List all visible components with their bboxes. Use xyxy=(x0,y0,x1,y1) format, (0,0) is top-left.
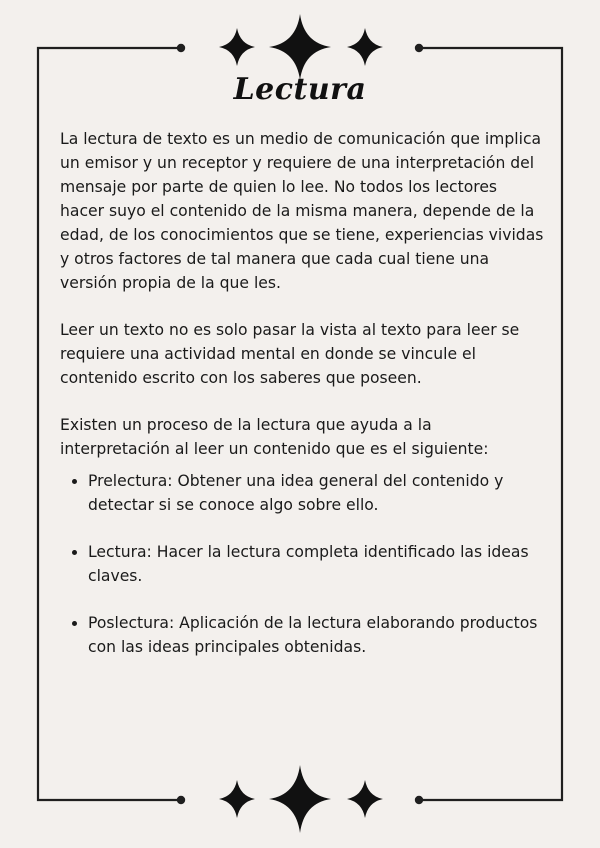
sparkle-star-icon xyxy=(269,765,331,833)
paragraph: Existen un proceso de la lectura que ayuda a la interpretación al leer un contenido que es el siguiente: xyxy=(60,416,489,458)
sparkle-star-icon xyxy=(347,780,383,818)
sparkle-star-icon xyxy=(219,28,255,66)
frame-dot-icon xyxy=(415,796,423,804)
bullet-item-prelectura: • Prelectura: Obtener una idea general del contenido y detectar si se conoce algo sobre ello. xyxy=(88,469,544,517)
frame-dot-icon xyxy=(177,44,185,52)
bullet-item-poslectura: • Poslectura: Aplicación de la lectura elaborando productos con las ideas principales obtenidas. xyxy=(88,611,544,659)
sparkle-star-icon xyxy=(347,28,383,66)
bullet-item-lectura: • Lectura: Hacer la lectura completa identificado las ideas claves. xyxy=(88,540,544,588)
page-title: Lectura xyxy=(233,72,367,107)
top-ornament-sparkles-icon xyxy=(219,14,383,80)
bullet-list xyxy=(60,469,544,659)
frame-dot-icon xyxy=(415,44,423,52)
paragraph: La lectura de texto es un medio de comunicación que implica un emisor y un receptor y requiere de una interpretación del mensaje por parte de quien lo lee. No todos los lectores hacer suyo el contenido de la misma manera, depende de la edad, de los conocimientos que se tiene, experiencias vividas y otros factores de tal manera que cada cual tiene una versión propia de la que les. xyxy=(60,130,544,292)
sparkle-star-icon xyxy=(219,780,255,818)
paragraph: Leer un texto no es solo pasar la vista al texto para leer se requiere una actividad mental en donde se vincule el contenido escrito con los saberes que poseen. xyxy=(60,321,520,387)
body-content xyxy=(60,127,544,682)
frame-dot-icon xyxy=(177,796,185,804)
sparkle-star-icon xyxy=(269,14,331,80)
bottom-ornament-sparkles-icon xyxy=(219,765,383,833)
